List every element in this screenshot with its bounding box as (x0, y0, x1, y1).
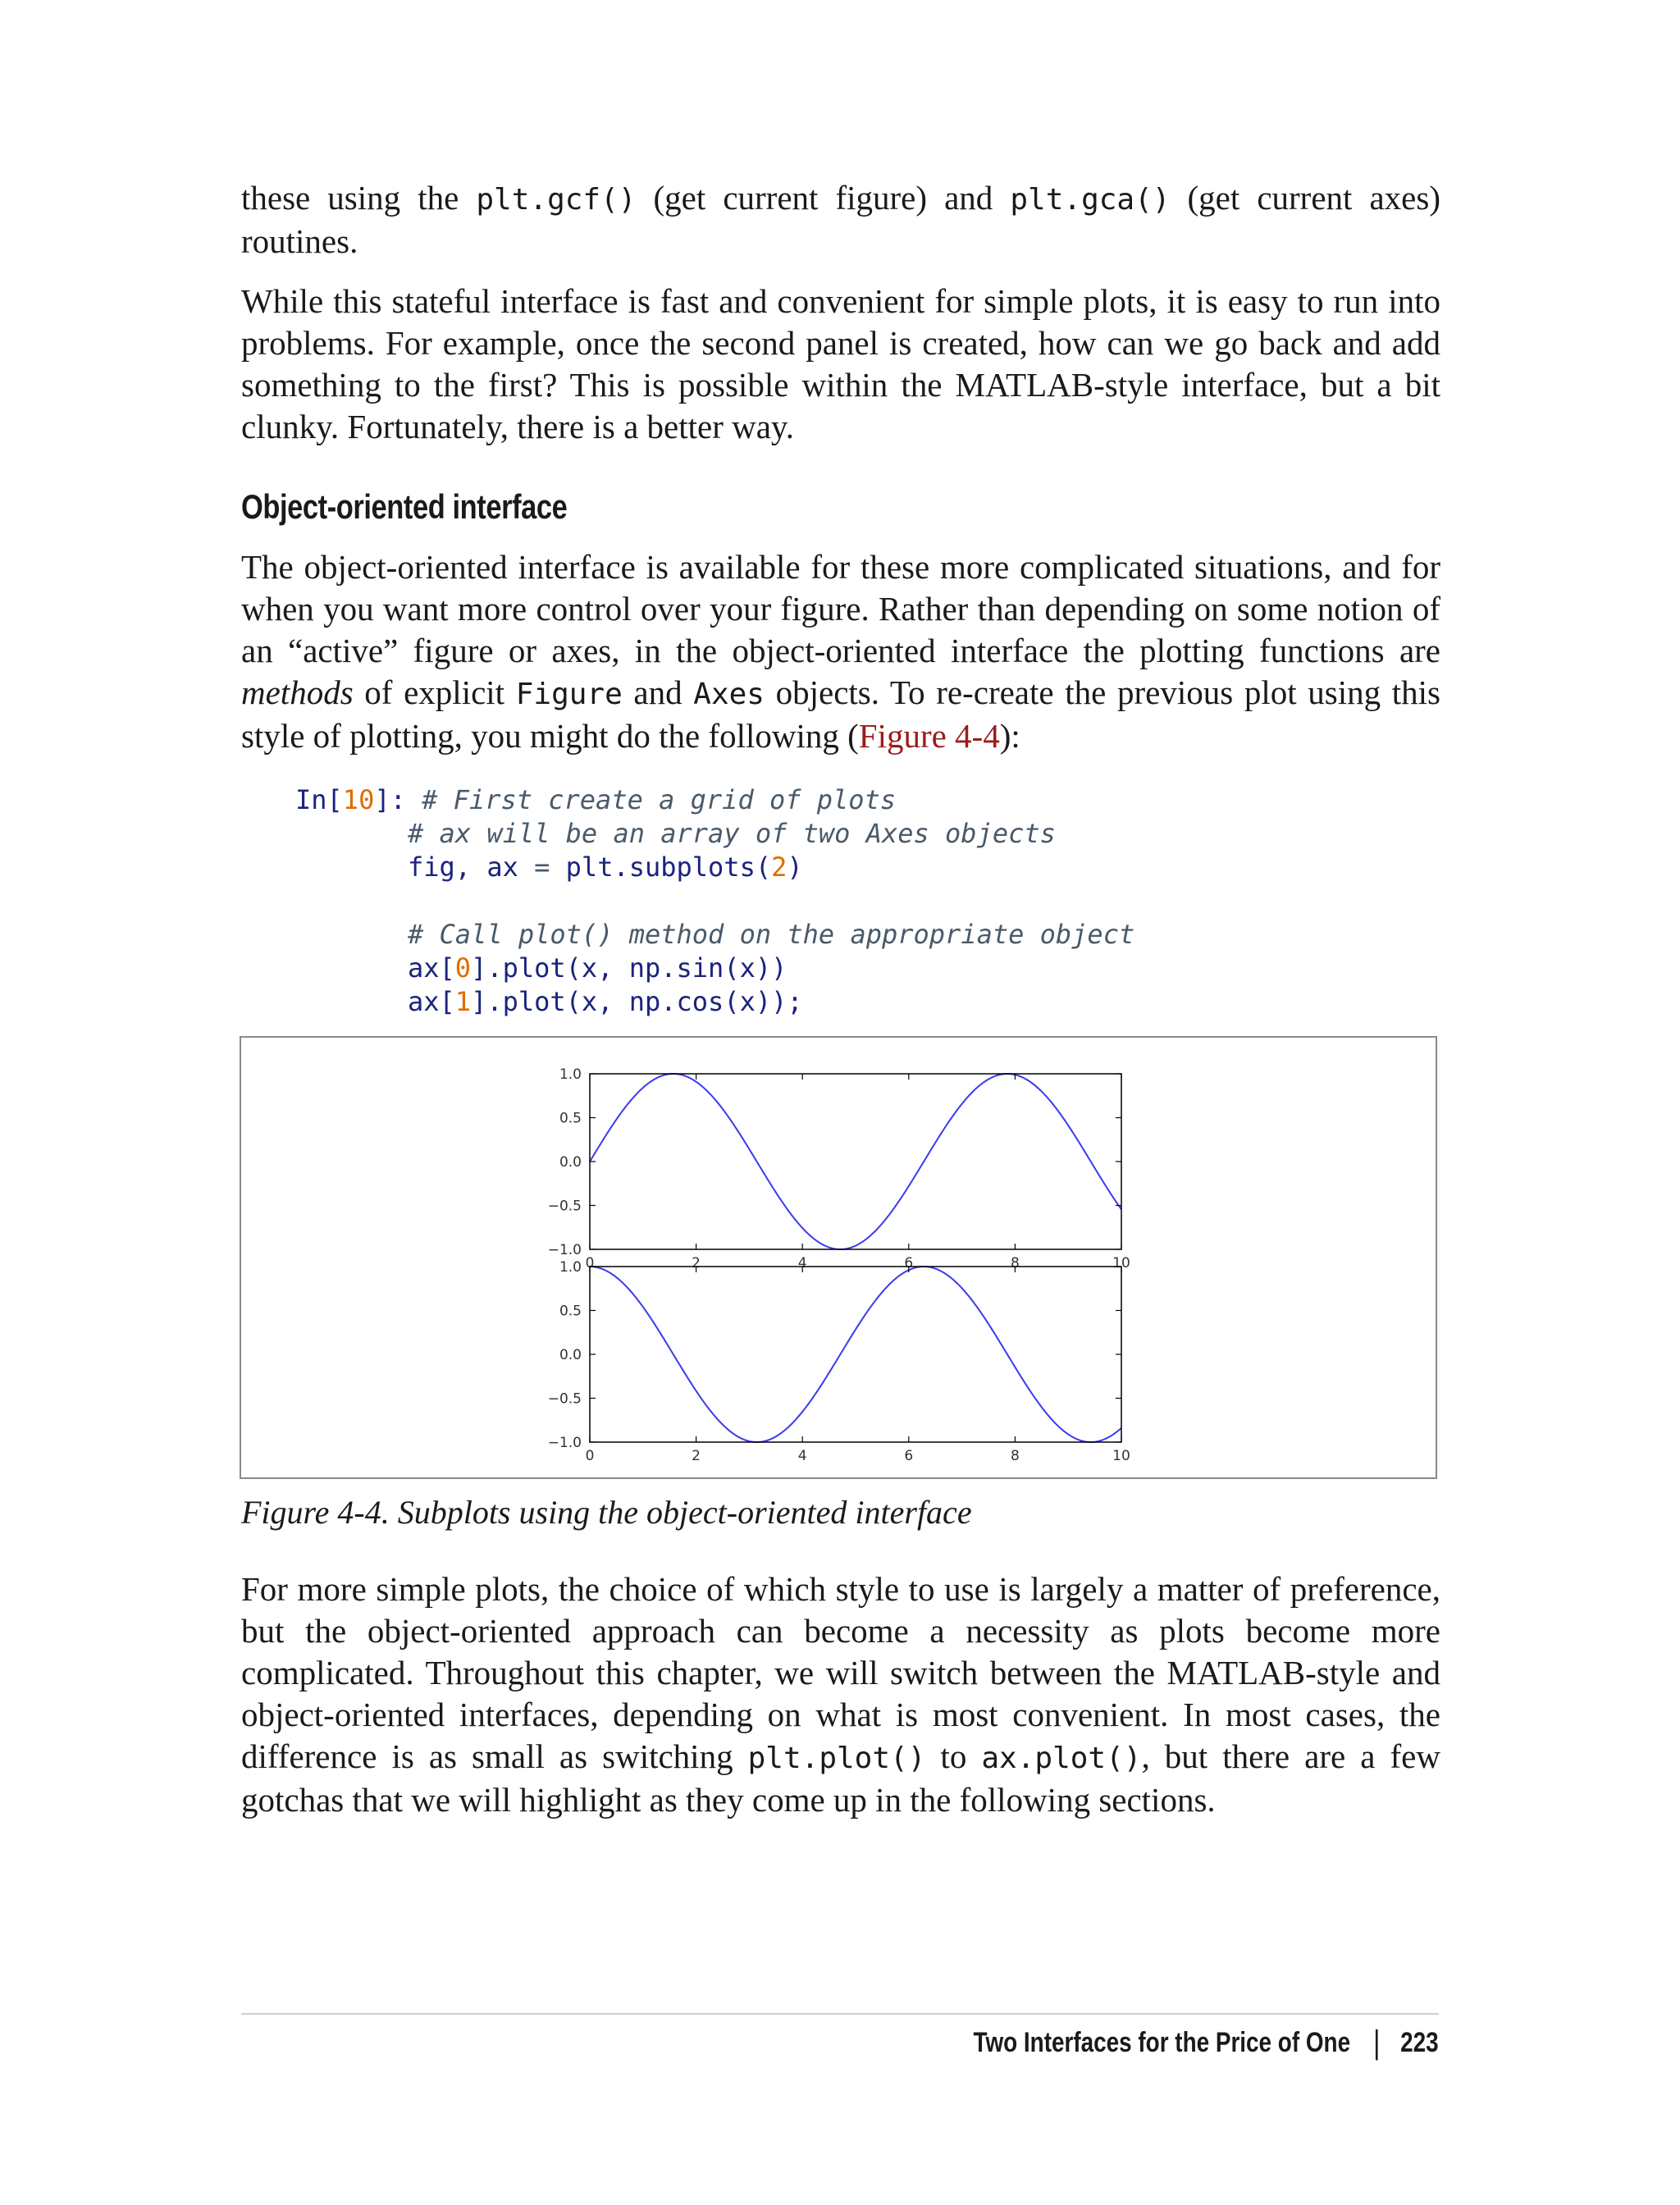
prompt: ]: (374, 784, 422, 815)
emphasis: methods (241, 673, 354, 711)
prompt-number: 10 (342, 784, 375, 815)
code-token: plt.subplots( (550, 851, 772, 883)
text-run: objects. To re-create the previous plot using this style of plotting, you might do the following ( (241, 673, 1440, 755)
code-token: fig, ax (408, 851, 535, 883)
inline-code: Figure (515, 678, 623, 711)
code-number: 2 (771, 851, 788, 883)
code-token: ax[ (408, 952, 455, 984)
text-run: , but there are a few gotchas that we will highlight as they come up in the following sections. (241, 1737, 1440, 1819)
inline-code: plt.gca() (1010, 183, 1171, 217)
code-line-2 (295, 817, 1134, 851)
inline-code: Axes (693, 678, 765, 711)
code-operator: = (534, 851, 550, 883)
x-tick-label: 10 (1112, 1448, 1130, 1464)
y-tick-label: 1.0 (559, 1259, 582, 1276)
y-tick-label: 0.5 (559, 1110, 582, 1127)
figure-caption: Figure 4-4. Subplots using the object-oriented interface (241, 1494, 972, 1531)
code-token: ax[ (408, 986, 455, 1017)
code-number: 1 (454, 986, 472, 1017)
code-line-blank (295, 884, 1134, 918)
code-token: ) (787, 851, 803, 883)
code-comment: # First create a grid of plots (422, 784, 897, 815)
y-tick-label: −0.5 (547, 1390, 582, 1408)
y-tick-label: 1.0 (559, 1066, 582, 1083)
code-line-3 (295, 851, 1134, 884)
x-tick-label: 8 (1010, 1255, 1020, 1271)
footer-divider (241, 2013, 1439, 2015)
code-token: ].plot(x, np.cos(x)); (471, 986, 803, 1017)
text-run: (get current figure) and (636, 179, 1011, 217)
paragraph-closing (241, 1568, 1440, 1821)
x-tick-label: 2 (692, 1448, 701, 1464)
code-line-6 (295, 952, 1134, 985)
subplots-figure (241, 1038, 1436, 1477)
x-tick-label: 4 (797, 1255, 807, 1271)
code-line-1 (295, 783, 1134, 817)
text-run: and (622, 673, 694, 711)
footer-separator: | (1373, 2025, 1381, 2061)
paragraph-intro (241, 177, 1440, 262)
text-run: For more simple plots, the choice of which style to use is largely a matter of preference, but the object-oriented approach can become a necessity as plots become more complicated. Throughout this chapter, we will switch between the MATLAB-style and object-oriented interfaces, depending on what is most convenient. In most cases, the difference is as small as switching (241, 1570, 1440, 1775)
page-number: 223 (1400, 2027, 1439, 2058)
running-footer (974, 2025, 1439, 2061)
series-line-np.sin(x) (590, 1074, 1121, 1249)
prompt: In[ (295, 784, 343, 815)
x-tick-label: 4 (797, 1448, 807, 1464)
y-tick-label: −1.0 (547, 1435, 582, 1451)
inline-code: plt.gcf() (476, 183, 637, 217)
paragraph-stateful: While this stateful interface is fast and convenient for simple plots, it is easy to run into problems. For example, once the second panel is created, how can we go back and add something to the first? This is possible within the MATLAB-style interface, but a bit clunky. Fortunately, there is a better way. (241, 282, 1440, 445)
x-tick-label: 2 (692, 1255, 701, 1271)
text-run: these using the (241, 179, 477, 217)
code-number: 0 (454, 952, 472, 984)
footer-section-title: Two Interfaces for the Price of One (973, 2027, 1351, 2058)
x-tick-label: 6 (904, 1448, 914, 1464)
axes-frame-1 (590, 1074, 1121, 1249)
code-block (295, 783, 1134, 1019)
inline-code: plt.plot() (747, 1742, 926, 1775)
code-comment: # ax will be an array of two Axes objects (408, 818, 1056, 849)
code-token: ].plot(x, np.sin(x)) (471, 952, 788, 984)
y-tick-label: 0.0 (559, 1154, 582, 1171)
inline-code: ax.plot() (981, 1742, 1142, 1775)
text-run: of explicit (353, 673, 516, 711)
x-tick-label: 10 (1112, 1255, 1130, 1271)
figure-frame (240, 1036, 1437, 1479)
y-tick-label: 0.0 (559, 1347, 582, 1363)
text-run: (get current axes) routines. (241, 179, 1440, 260)
paragraph-object-oriented (241, 546, 1440, 757)
x-tick-label: 6 (904, 1255, 914, 1271)
axes-frame-2 (590, 1267, 1121, 1442)
x-tick-label: 8 (1010, 1448, 1020, 1464)
y-tick-label: 0.5 (559, 1303, 582, 1320)
x-tick-label: 0 (585, 1255, 595, 1271)
x-tick-label: 0 (585, 1448, 595, 1464)
section-heading: Object-oriented interface (241, 487, 568, 526)
figure-reference-link[interactable]: Figure 4-4 (858, 717, 1000, 755)
series-line-np.cos(x) (590, 1267, 1121, 1442)
code-comment: # Call plot() method on the appropriate object (408, 919, 1135, 950)
code-line-5 (295, 918, 1134, 952)
y-tick-label: −0.5 (547, 1198, 582, 1215)
text-run: The object-oriented interface is available for these more complicated situations, and for when you want more control over your figure. Rather than depending on some notion of an “active” figure or axes, in the object-oriented interface the plotting functions are (241, 548, 1440, 669)
code-line-7 (295, 985, 1134, 1019)
text-run: ): (999, 717, 1020, 755)
text-run: to (925, 1737, 982, 1775)
y-tick-label: −1.0 (547, 1242, 582, 1258)
